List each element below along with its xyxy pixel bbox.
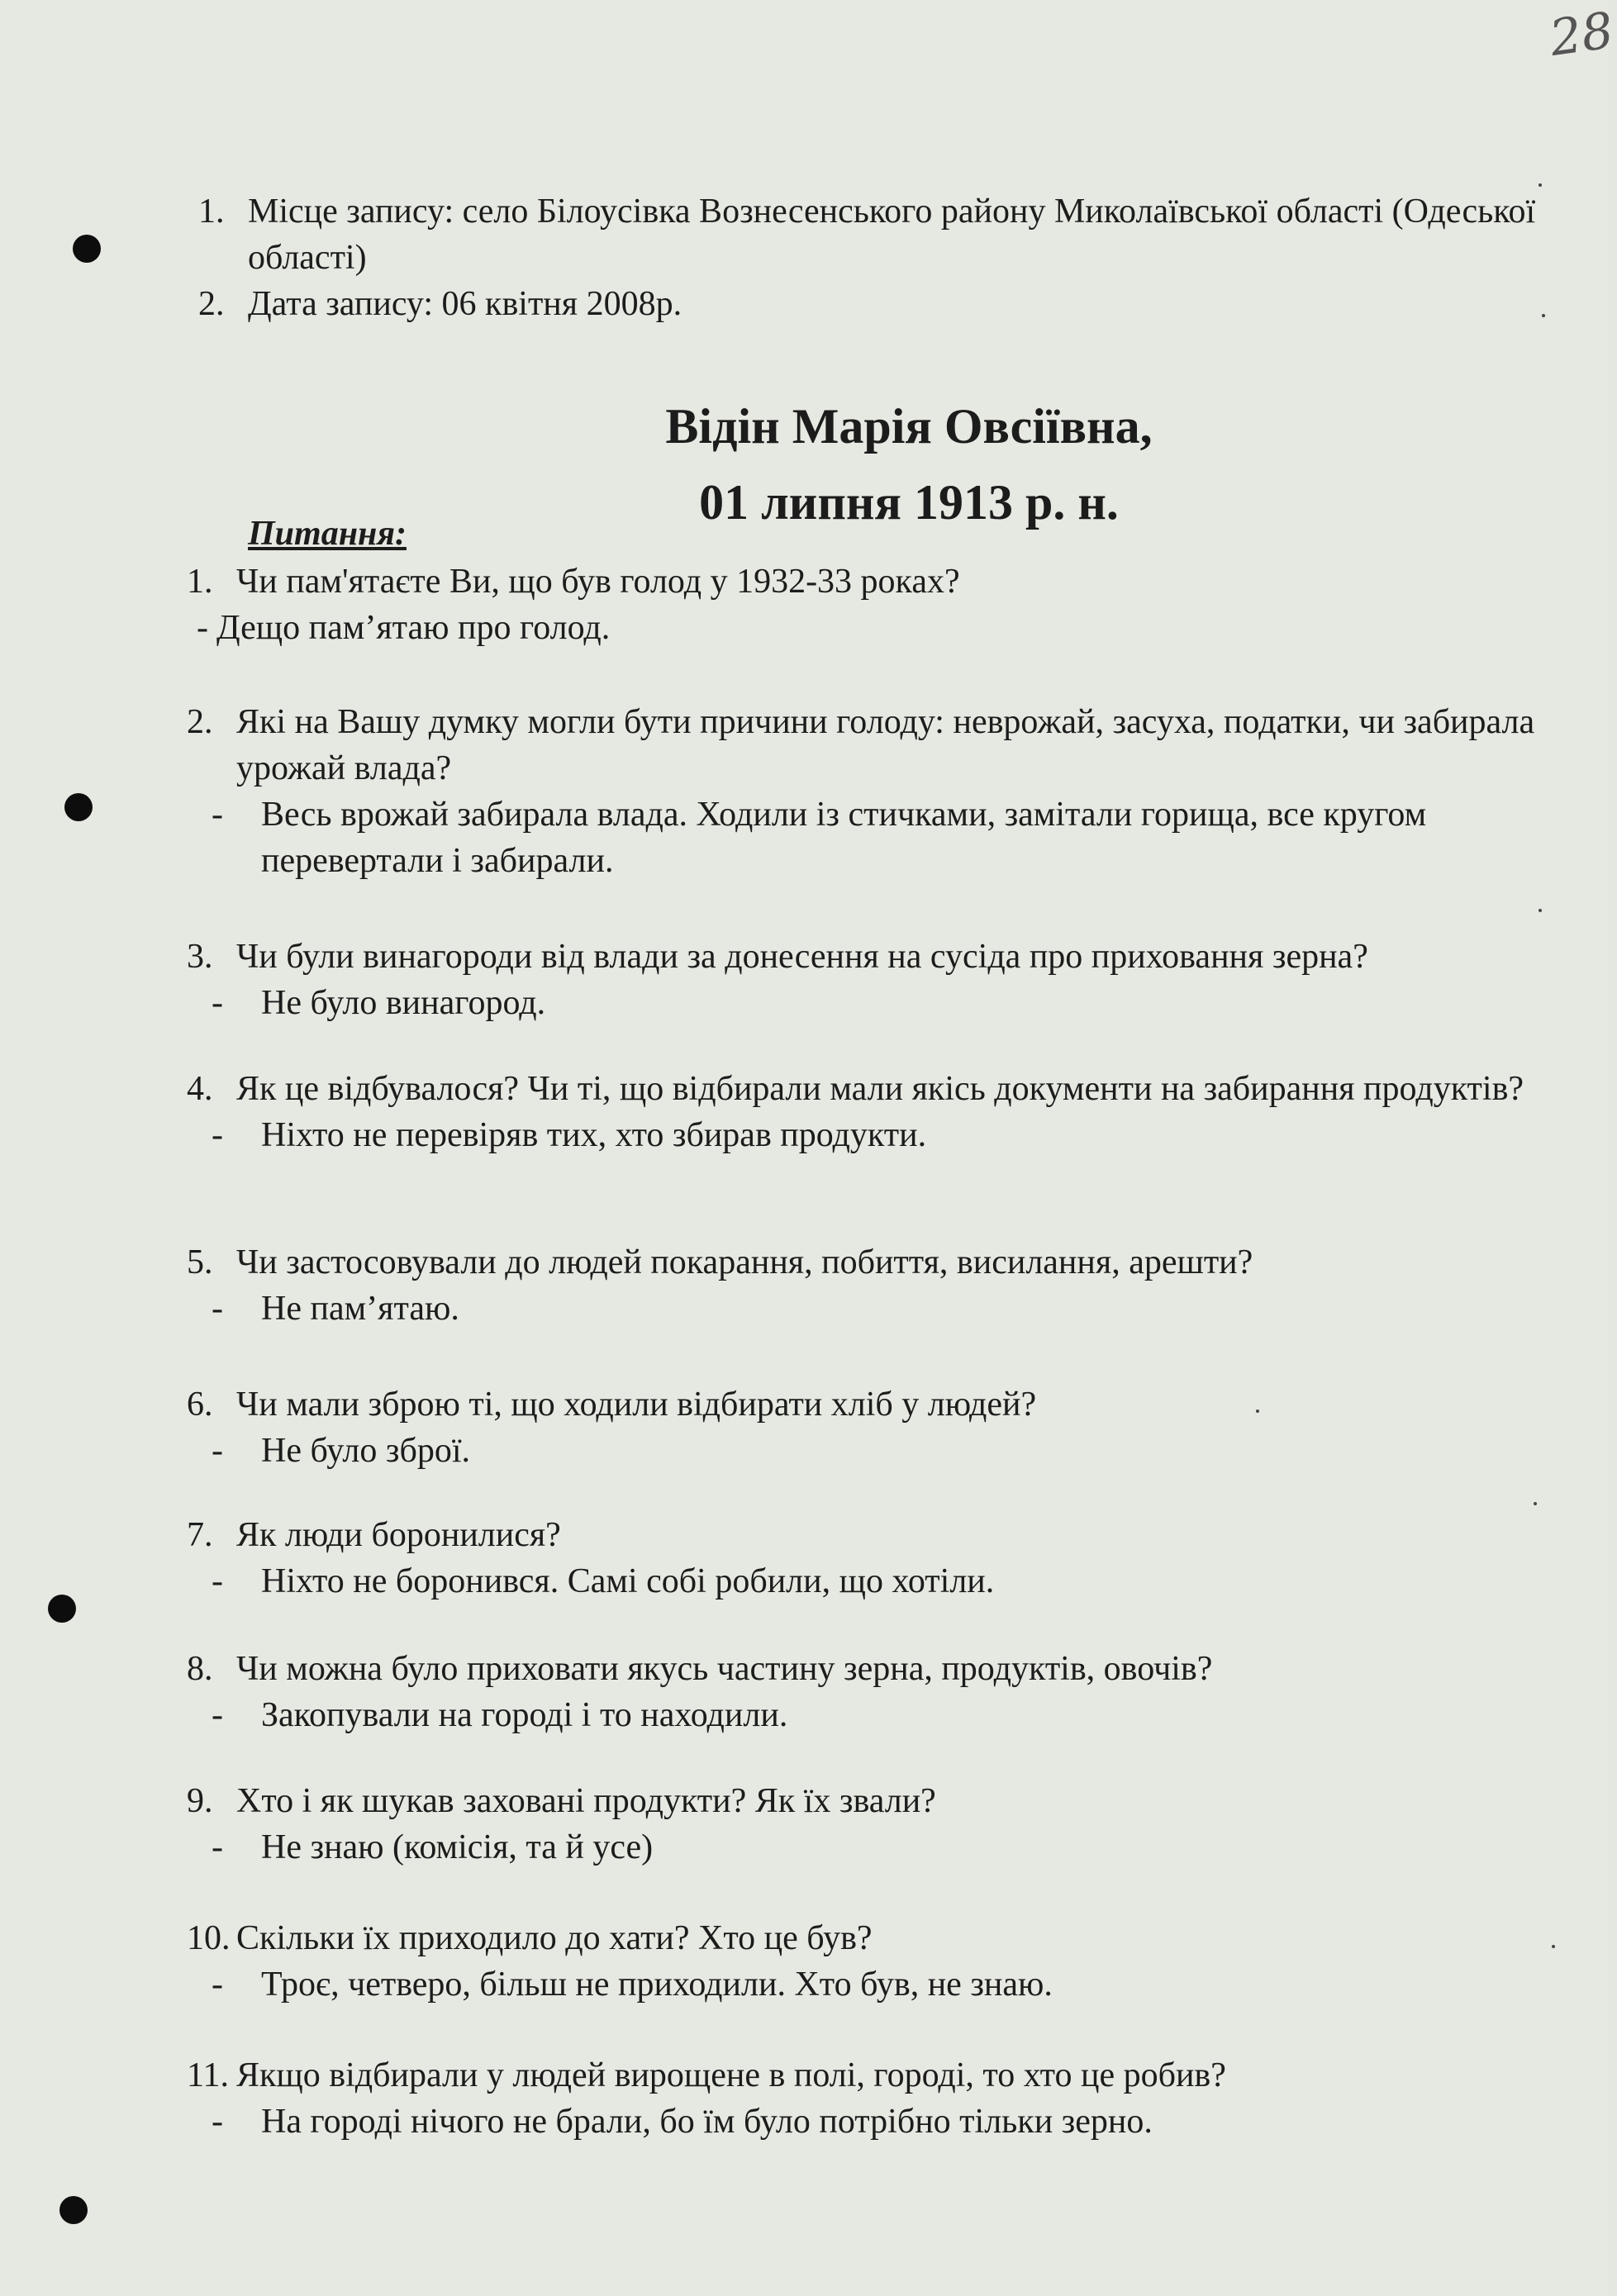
punch-hole (48, 1595, 76, 1623)
interviewee-name: Відін Марія Овсіївна, (665, 399, 1153, 454)
answer: - На городі нічого не брали, бо їм було потрібно тільки зерно. (212, 2103, 1153, 2141)
qa-item (187, 2052, 1591, 2145)
recording-info (198, 188, 1570, 327)
record-date: 2. Дата запису: 06 квітня 2008р. (198, 285, 682, 323)
answer: - Весь врожай забирала влада. Ходили із стичками, замітали горища, все кругом перевертали і забирали. (212, 796, 1427, 880)
answer: - Не було зброї. (212, 1432, 470, 1470)
question: 2. Які на Вашу думку могли бути причини голоду: неврожай, засуха, податки, чи забирала урожай влада? (187, 703, 1535, 787)
question: 5. Чи застосовували до людей покарання, побиття, висилання, арешти? (187, 1243, 1253, 1281)
answer: - Дещо пам’ятаю про голод. (197, 609, 611, 647)
question: 4. Як це відбувалося? Чи ті, що відбирали мали якісь документи на забирання продуктів? (187, 1070, 1524, 1108)
answer: - Не було винагород. (212, 984, 546, 1022)
question: 6. Чи мали зброю ті, що ходили відбирати хліб у людей? (187, 1386, 1037, 1424)
punch-hole (64, 793, 93, 821)
handwritten-page-number: 28 (1546, 2, 1617, 68)
answer: - Ніхто не боронився. Самі собі робили, що хотіли. (212, 1562, 995, 1600)
interviewee-heading (578, 388, 1239, 540)
qa-item (187, 1381, 1591, 1474)
qa-item (187, 1512, 1591, 1604)
question: 7. Як люди боронилися? (187, 1516, 561, 1554)
qa-item (187, 1778, 1591, 1871)
answer: - Ніхто не перевіряв тих, хто збирав продукти. (212, 1116, 927, 1154)
answer: - Не пам’ятаю. (212, 1290, 459, 1328)
punch-hole (73, 235, 101, 263)
answer: - Закопували на городі і то находили. (212, 1696, 788, 1734)
qa-item (187, 1915, 1591, 2008)
question: 1. Чи пам'ятаєте Ви, що був голод у 1932-33 роках? (187, 563, 960, 601)
answer: - Не знаю (комісія, та й усе) (212, 1828, 654, 1866)
questions-label: Питання: (248, 515, 407, 553)
answer: - Троє, четверо, більш не приходили. Хто був, не знаю. (212, 1966, 1053, 2004)
question: 11. Якщо відбирали у людей вирощене в полі, городі, то хто це робив? (187, 2056, 1226, 2094)
qa-item (187, 1239, 1591, 1332)
question: 8. Чи можна було приховати якусь частину зерна, продуктів, овочів? (187, 1650, 1213, 1688)
punch-hole (59, 2196, 88, 2224)
question: 10. Скільки їх приходило до хати? Хто це був? (187, 1919, 873, 1957)
qa-item (187, 1646, 1591, 1738)
question: 9. Хто і як шукав заховані продукти? Як їх звали? (187, 1782, 936, 1820)
qa-item (187, 1066, 1558, 1158)
qa-item (187, 934, 1591, 1026)
record-place: 1. Місце запису: село Білоусівка Вознесенського району Миколаївської області (Одеської області) (198, 193, 1536, 277)
interviewee-birthdate: 01 липня 1913 р. н. (699, 475, 1119, 530)
qa-item (187, 699, 1583, 884)
qa-item (187, 559, 1591, 651)
question: 3. Чи були винагороди від влади за донесення на сусіда про приховання зерна? (187, 938, 1368, 976)
